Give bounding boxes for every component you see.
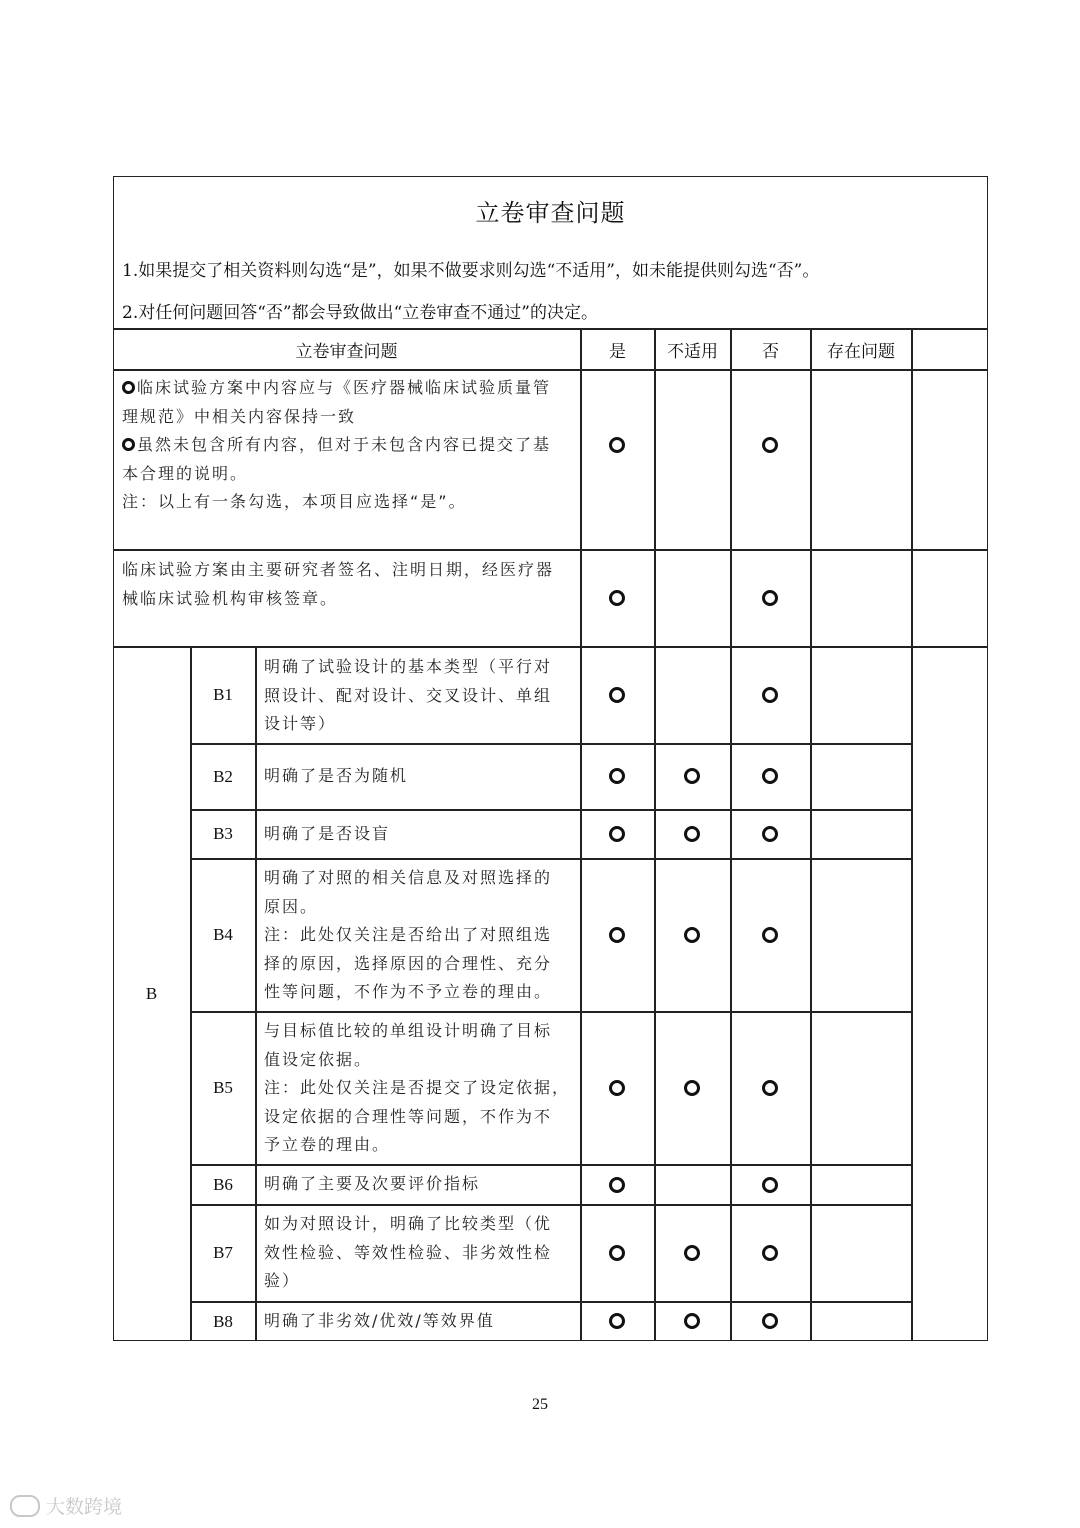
rule [580,328,582,1341]
page-number: 25 [532,1396,548,1413]
b5-no-mark [762,1080,778,1096]
b2-no-mark [762,768,778,784]
item-text: 明确了主要及次要评价指标 [264,1174,481,1193]
row2-no-mark [762,590,778,606]
b8-na-mark [684,1313,700,1329]
b6-yes-mark [609,1177,625,1193]
b5-na-mark [684,1080,700,1096]
rule [190,743,911,745]
watermark: 大数跨境 [10,1492,122,1519]
b4-na-mark [684,927,700,943]
item-text: 明确了非劣效/优效/等效界值 [264,1311,495,1330]
header-no: 否 [762,341,779,362]
b6-no-mark [762,1177,778,1193]
b5-yes-mark [609,1080,625,1096]
row2-yes-mark [609,590,625,606]
note-2: 2.对任何问题回答“否”都会导致做出“立卷审查不通过”的决定。 [122,303,598,323]
b2-yes-mark [609,768,625,784]
rule [810,328,812,1341]
item-text: 明确了是否设盲 [264,824,391,843]
header-na: 不适用 [667,341,718,362]
rule [654,328,656,1341]
b7-no-mark [762,1245,778,1261]
row1-no-mark [762,437,778,453]
row2-text: 临床试验方案由主要研究者签名、注明日期，经医疗器 械临床试验机构审核签章。 [122,560,555,608]
item-text: 明确了试验设计的基本类型（平行对 照设计、配对设计、交叉设计、单组 设计等） [264,657,553,733]
group-b-label: B [145,984,158,1003]
b4-no-mark [762,927,778,943]
b8-yes-mark [609,1313,625,1329]
bullet-icon [122,438,135,451]
item-code: B7 [213,1243,233,1262]
row1-yes-mark [609,437,625,453]
item-code: B2 [213,766,233,786]
rule [190,1011,911,1013]
b2-na-mark [684,768,700,784]
b3-no-mark [762,826,778,842]
b1-no-mark [762,687,778,703]
item-text: 明确了是否为随机 [264,766,409,785]
b7-na-mark [684,1245,700,1261]
b8-no-mark [762,1313,778,1329]
b1-yes-mark [609,687,625,703]
item-text: 如为对照设计，明确了比较类型（优 效性检验、等效性检验、非劣效性检 验） [264,1214,553,1290]
b3-na-mark [684,826,700,842]
bullet-icon [122,381,135,394]
rule [190,1164,911,1166]
rule [190,1301,911,1303]
header-issue: 存在问题 [827,341,895,362]
note-1: 1.如果提交了相关资料则勾选“是”，如果不做要求则勾选“不适用”，如未能提供则勾选“否”。 [122,261,820,281]
page-title: 立卷审查问题 [475,199,626,227]
header-yes: 是 [609,341,626,362]
item-code: B8 [213,1311,233,1331]
rule [730,328,732,1341]
item-text: 与目标值比较的单组设计明确了目标 值设定依据。 注：此处仅关注是否提交了设定依据， 设定依据的合理性等问题，不作为不 予立卷的理由。 [264,1021,571,1154]
item-text: 明确了对照的相关信息及对照选择的 原因。 注：此处仅关注是否给出了对照组选 择的原因，选择原因的合理性、充分 性等问题，不作为不予立卷的理由。 [264,868,553,1001]
chat-bubble-icon [10,1495,40,1517]
b7-yes-mark [609,1245,625,1261]
item-code: B3 [213,824,233,843]
rule [255,646,257,1341]
rule [190,858,911,860]
rule [190,809,911,811]
item-code: B5 [213,1078,233,1097]
item-code: B4 [213,925,233,944]
rule [190,1204,911,1206]
rule [113,549,988,551]
b4-yes-mark [609,927,625,943]
b3-yes-mark [609,826,625,842]
row1-text: 临床试验方案中内容应与《医疗器械临床试验质量管 理规范》中相关内容保持一致 虽然未包含所有内容，但对于未包含内容已提交了基 本合理的说明。 注：以上有一条勾选，本项目应选择“是”。 [122,378,552,511]
item-code: B6 [213,1174,233,1194]
rule [911,328,913,1341]
header-question: 立卷审查问题 [295,341,398,362]
item-code: B1 [213,685,233,704]
rule [113,369,988,371]
